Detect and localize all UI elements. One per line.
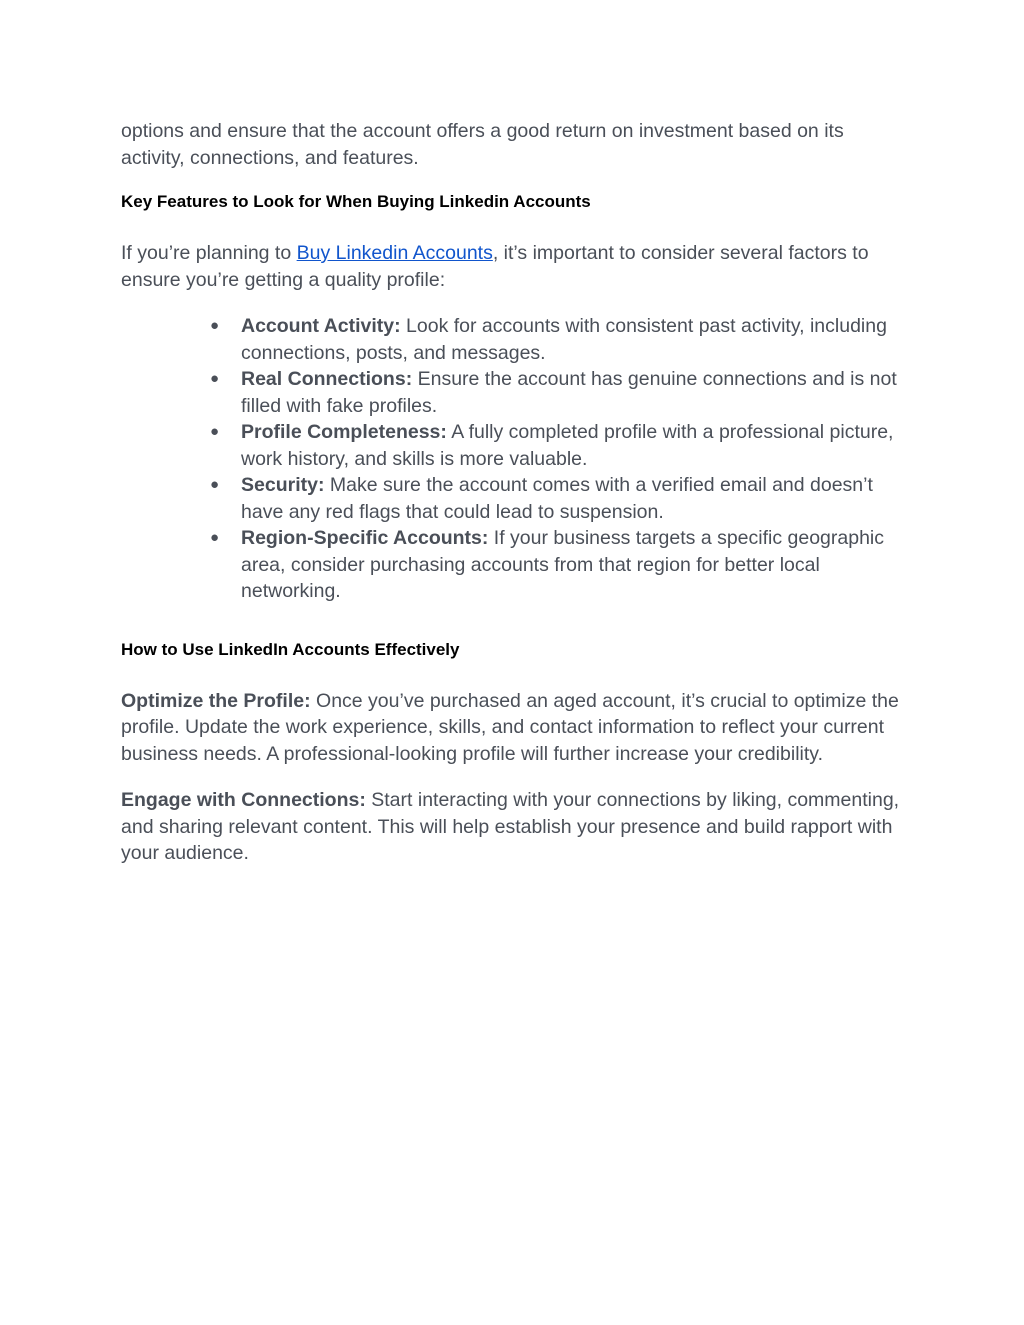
engage-connections-paragraph <box>121 787 901 867</box>
features-list <box>121 313 901 605</box>
list-item-label: Profile Completeness: <box>241 421 447 443</box>
paragraph-label: Engage with Connections: <box>121 789 366 811</box>
intro-text-before-link: If you’re planning to <box>121 242 297 264</box>
key-features-intro <box>121 240 901 293</box>
list-item-text: Ensure the account has genuine connections and is not filled with fake profiles. <box>241 368 897 417</box>
list-item <box>121 313 901 366</box>
paragraph-text: Start interacting with your connections by liking, commenting, and sharing relevant content. This will help establish your presence and build rapport with your audience. <box>121 789 900 864</box>
paragraph-label: Optimize the Profile: <box>121 689 311 712</box>
list-item <box>121 419 901 472</box>
bullet-icon: ● <box>210 317 220 334</box>
list-item-label: Account Activity: <box>241 315 401 337</box>
bullet-icon: ● <box>210 370 220 387</box>
list-item-text: If your business targets a specific geographic area, consider purchasing accounts from that region for better local networking. <box>241 527 885 602</box>
list-item <box>121 525 901 605</box>
list-item-text: A fully completed profile with a professional picture, work history, and skills is more valuable. <box>241 421 894 470</box>
bullet-icon: ● <box>210 476 220 493</box>
list-item <box>121 472 901 525</box>
section-heading-key-features: Key Features to Look for When Buying Linkedin Accounts <box>121 192 591 211</box>
intro-text-after-link: , it’s important to consider several factors to ensure you’re getting a quality profile: <box>121 242 869 291</box>
bullet-icon: ● <box>210 529 220 546</box>
list-item-label: Region-Specific Accounts: <box>241 527 489 549</box>
buy-linkedin-accounts-link[interactable]: Buy Linkedin Accounts <box>296 242 493 264</box>
list-item <box>121 366 901 419</box>
optimize-profile-paragraph <box>121 688 901 768</box>
list-item-label: Security: <box>241 474 325 496</box>
list-item-label: Real Connections: <box>241 368 413 390</box>
list-item-text: Look for accounts with consistent past activity, including connections, posts, and messages. <box>241 315 887 364</box>
paragraph-text: Once you’ve purchased an aged account, it’s crucial to optimize the profile. Update the work experience, skills, and contact information to reflect your current business needs. A professional-looking profile will further increase your credibility. <box>121 689 899 765</box>
document-page <box>121 118 901 867</box>
section-heading-how-to-use: How to Use LinkedIn Accounts Effectively <box>121 639 460 659</box>
list-item-text: Make sure the account comes with a verified email and doesn’t have any red flags that could lead to suspension. <box>241 474 873 523</box>
bullet-icon: ● <box>210 423 220 440</box>
intro-paragraph: options and ensure that the account offers a good return on investment based on its activity, connections, and features. <box>121 120 844 169</box>
